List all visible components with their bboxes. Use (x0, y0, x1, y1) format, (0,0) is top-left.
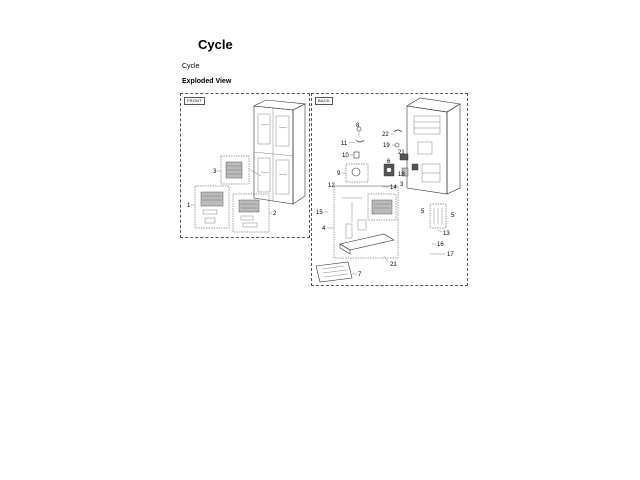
part-group-1 (187, 186, 229, 228)
part-group-5 (421, 204, 455, 258)
callout-2: 2 (273, 211, 277, 217)
back-panel-tag: BACK (315, 97, 333, 105)
front-exploded-diagram (181, 94, 311, 239)
callout-3: 3 (213, 169, 217, 175)
callout-5: 5 (451, 213, 455, 219)
upper-small-parts (337, 123, 368, 182)
page-subtitle: Cycle (182, 63, 200, 70)
callout-3-back: 3 (400, 182, 404, 188)
part-7-cover (316, 262, 362, 282)
callout-22: 22 (382, 132, 389, 138)
callout-19: 19 (383, 143, 390, 149)
callout-4: 4 (322, 226, 326, 232)
callout-13: 13 (443, 231, 450, 237)
callout-14: 14 (390, 185, 397, 191)
callout-21: 21 (390, 262, 397, 268)
right-small-parts (382, 130, 408, 188)
callout-10: 10 (342, 153, 349, 159)
fridge-body-front (254, 100, 305, 204)
fridge-body-back (407, 98, 460, 194)
callout-6: 6 (387, 159, 391, 165)
callout-18: 18 (398, 172, 405, 178)
callout-7: 7 (358, 272, 362, 278)
callout-12: 12 (328, 183, 335, 189)
front-panel-tag: FRONT (184, 97, 205, 105)
back-view-panel (311, 93, 468, 286)
section-heading: Exploded View (182, 78, 232, 85)
callout-15: 15 (316, 210, 323, 216)
callout-1: 1 (187, 203, 191, 209)
callout-9: 9 (337, 171, 341, 177)
back-exploded-diagram (312, 94, 469, 287)
callout-17: 17 (447, 252, 454, 258)
callout-11: 11 (341, 141, 348, 147)
part-group-2 (233, 194, 277, 232)
page-title: Cycle (198, 37, 233, 52)
callout-16: 16 (437, 242, 444, 248)
front-view-panel (180, 93, 310, 238)
callout-20: 21 (398, 150, 405, 156)
callout-8: 8 (356, 123, 360, 129)
part-group-4 (316, 183, 398, 268)
callout-5-left: 5 (421, 209, 425, 215)
